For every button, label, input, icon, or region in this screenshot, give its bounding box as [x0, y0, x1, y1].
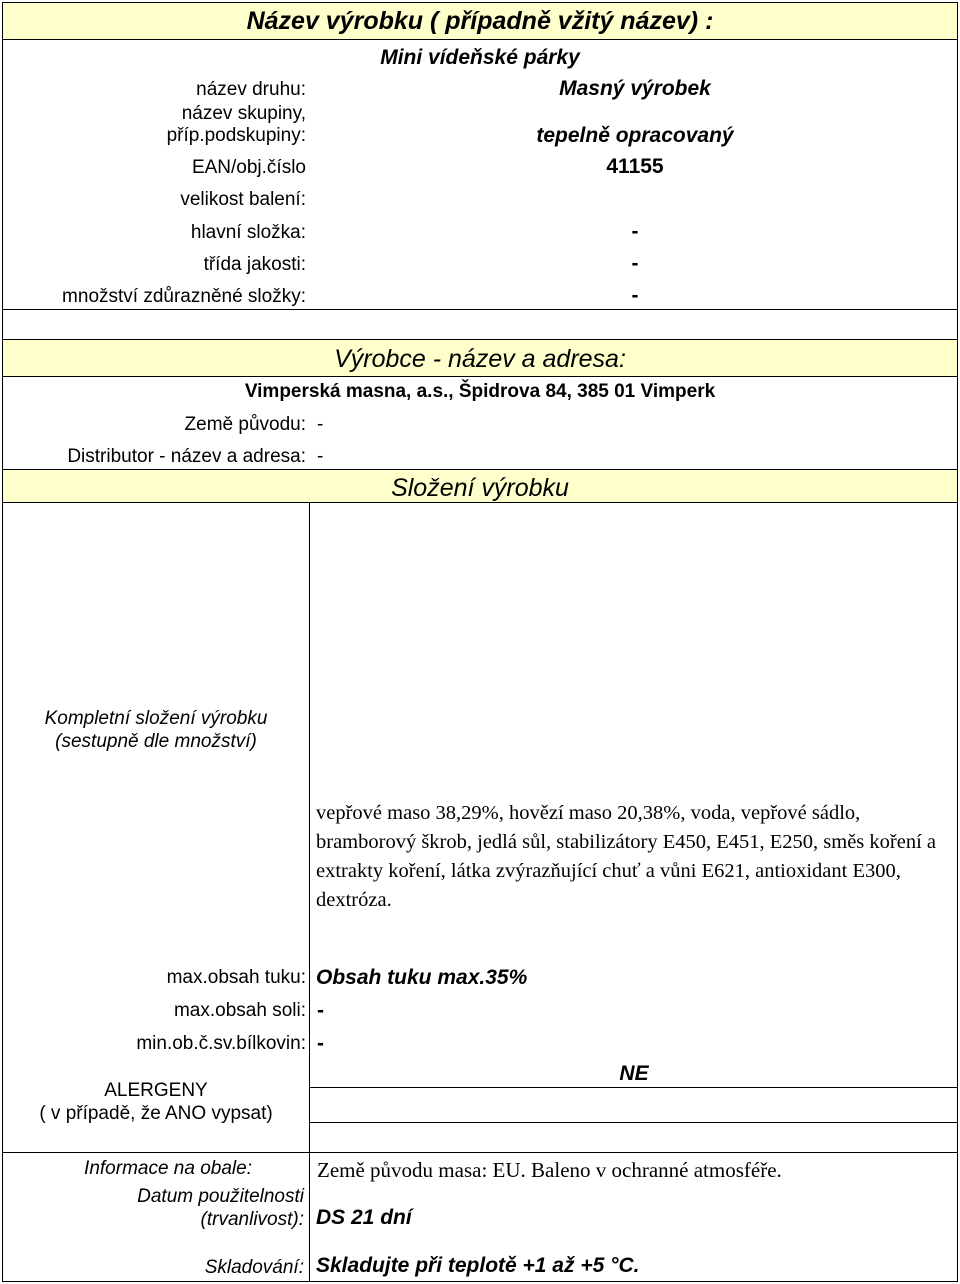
allergen-cell-line: [2, 1152, 958, 1153]
protein-value: -: [317, 1032, 324, 1055]
ean-value: 41155: [606, 155, 664, 178]
package-info-label: Informace na obale:: [84, 1158, 252, 1179]
shelf-life-value: DS 21 dní: [316, 1206, 412, 1229]
allergen-cell-line: [309, 1087, 958, 1088]
rule: [2, 339, 958, 340]
rule: [2, 1281, 958, 1282]
origin-label: Země původu:: [184, 414, 306, 435]
distributor-value: -: [317, 446, 324, 467]
composition-text: vepřové maso 38,29%, hovězí maso 20,38%, voda, vepřové sádlo, bramborový škrob, jedlá sůl, stabilizátory E450, E451, E250, směs koření a extrakty koření, látka zvýrazňující chuť a vůni E621, antioxidant E300, dextróza.: [316, 802, 937, 911]
allergens-label-line2: ( v případě, že ANO vypsat): [39, 1103, 273, 1124]
rule: [2, 502, 958, 503]
protein-label: min.ob.č.sv.bílkovin:: [136, 1033, 306, 1054]
storage-label: Skladování:: [204, 1257, 304, 1278]
manufacturer-address: Vimperská masna, a.s., Špidrova 84, 385 01 Vimperk: [244, 381, 716, 402]
allergens-value: NE: [619, 1062, 649, 1085]
fat-label: max.obsah tuku:: [166, 967, 306, 988]
shelf-life-label-line2: (trvanlivost):: [200, 1209, 304, 1230]
type-label: název druhu:: [196, 79, 306, 100]
fat-value: Obsah tuku max.35%: [316, 966, 528, 989]
product-name: Mini vídeňské párky: [380, 46, 580, 69]
class-value: -: [631, 252, 639, 275]
group-label-line1: název skupiny,: [181, 103, 306, 124]
group-value: tepelně opracovaný: [536, 124, 734, 147]
allergens-label-line1: ALERGENY: [104, 1080, 208, 1101]
main-label: hlavní složka:: [190, 222, 306, 243]
rule: [2, 309, 958, 310]
class-label: třída jakosti:: [203, 254, 306, 275]
emph-label: množství zdůrazněné složky:: [62, 286, 306, 307]
storage-value: Skladujte při teplotě +1 až +5 °C.: [316, 1254, 640, 1277]
rule: [2, 469, 958, 470]
column-divider: [309, 502, 310, 1281]
composition-title: Složení výrobku: [391, 474, 569, 502]
package-info-value: Země původu masa: EU. Baleno v ochranné atmosféře.: [317, 1158, 782, 1182]
allergen-cell-line: [309, 1122, 958, 1123]
group-label-line2: příp.podskupiny:: [166, 125, 306, 146]
composition-label-line1: Kompletní složení výrobku: [44, 708, 268, 729]
rule: [2, 376, 958, 377]
manufacturer-title: Výrobce - název a adresa:: [334, 345, 626, 373]
composition-label-line2: (sestupně dle množství): [55, 731, 257, 752]
salt-label: max.obsah soli:: [173, 1000, 306, 1021]
distributor-label: Distributor - název a adresa:: [67, 446, 306, 467]
pack-label: velikost balení:: [180, 189, 306, 210]
emph-value: -: [631, 284, 639, 307]
rule: [2, 39, 958, 40]
origin-value: -: [317, 414, 324, 435]
ean-label: EAN/obj.číslo: [191, 157, 306, 178]
type-value: Masný výrobek: [559, 77, 711, 100]
frame-right: [957, 2, 958, 1282]
shelf-life-label-line1: Datum použitelnosti: [137, 1186, 304, 1207]
page-title: Název výrobku ( případně vžitý název) :: [246, 7, 714, 35]
salt-value: -: [317, 999, 324, 1022]
main-value: -: [631, 220, 639, 243]
frame-top: [2, 2, 958, 3]
